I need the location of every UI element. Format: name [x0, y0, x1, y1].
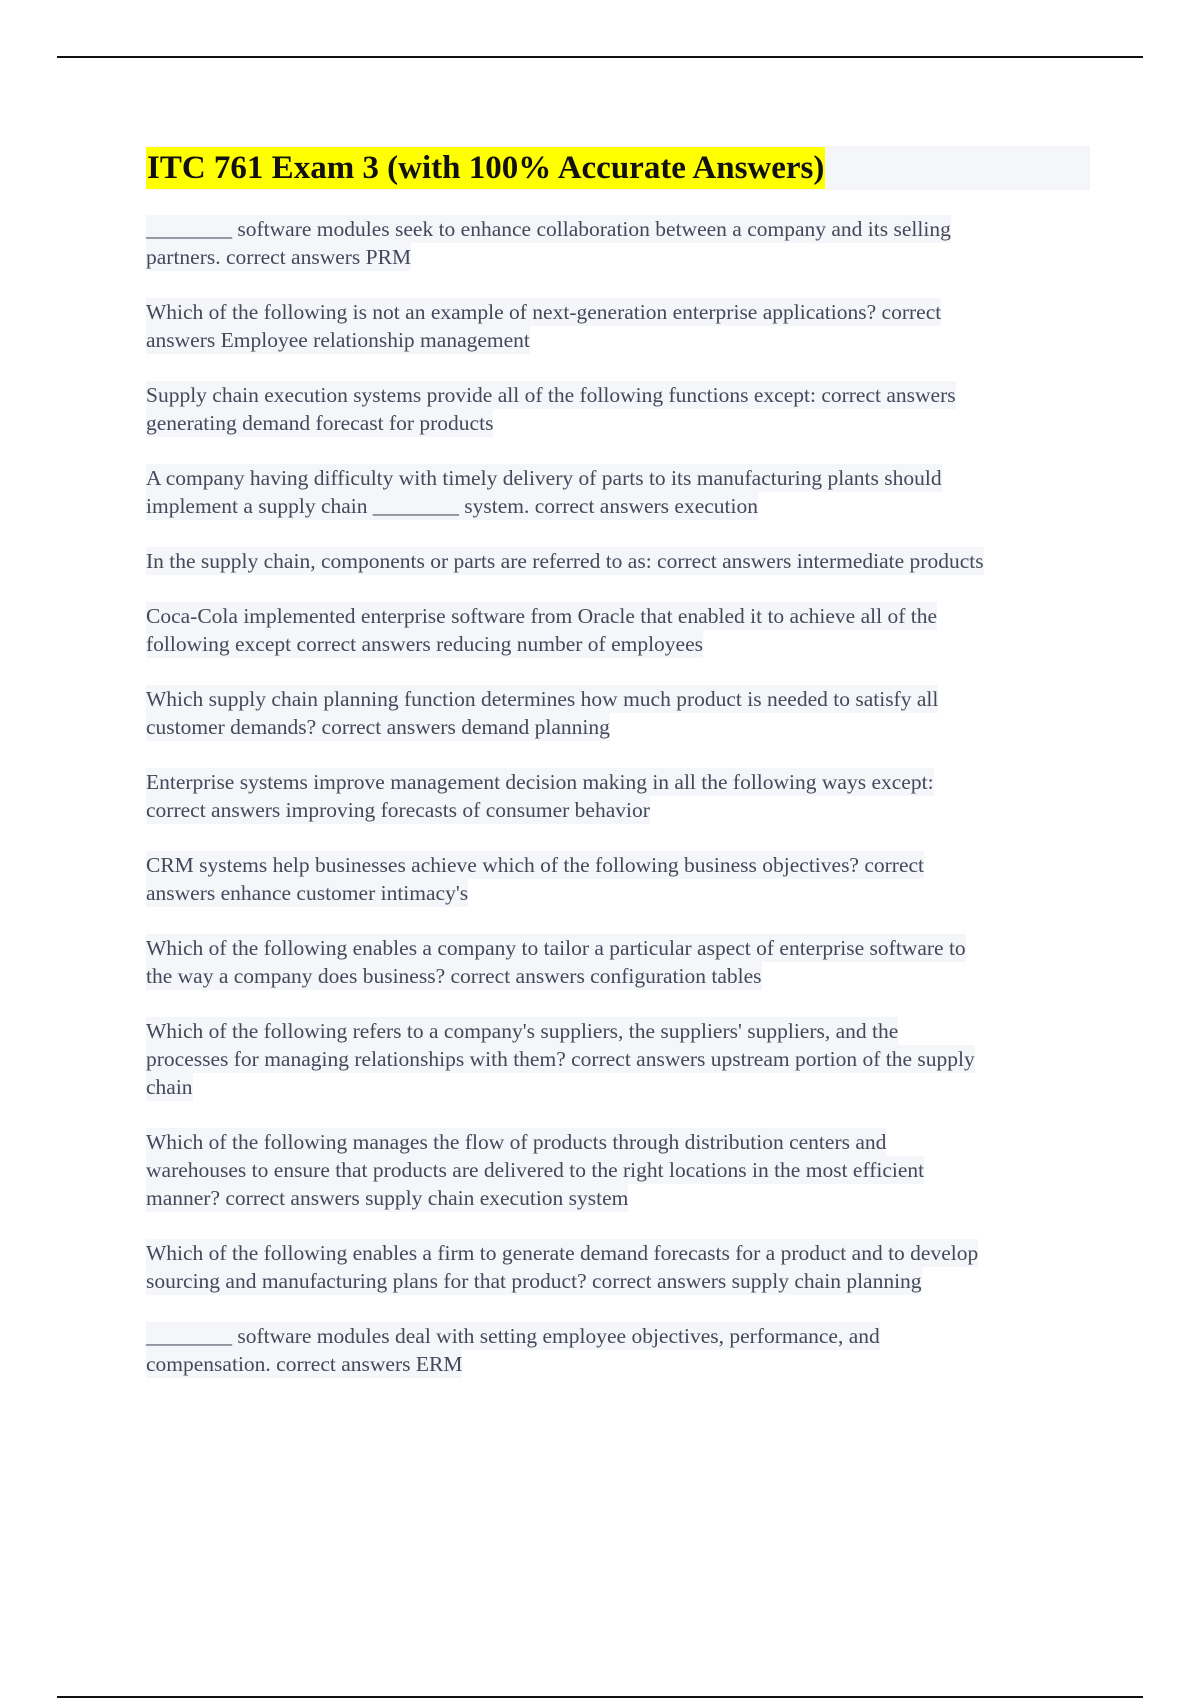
qa-line: A company having difficulty with timely delivery of parts to its manufacturing plants should [146, 466, 942, 490]
qa-line: CRM systems help businesses achieve which of the following business objectives? correct [146, 853, 925, 877]
qa-line: Which of the following enables a company to tailor a particular aspect of enterprise software to [146, 936, 966, 960]
qa-line: implement a supply chain ________ system. correct answers execution [146, 494, 758, 518]
qa-line: Enterprise systems improve management decision making in all the following ways except: [146, 770, 934, 794]
qa-item [146, 851, 1090, 907]
qa-item [146, 298, 1090, 354]
qa-item [146, 1239, 1090, 1295]
qa-line: ________ software modules deal with setting employee objectives, performance, and [146, 1324, 880, 1348]
qa-item [146, 1322, 1090, 1378]
qa-list [146, 215, 1090, 1378]
page-top-rule [57, 56, 1143, 58]
qa-line: Supply chain execution systems provide all of the following functions except: correct answers [146, 383, 956, 407]
qa-line: the way a company does business? correct answers configuration tables [146, 964, 762, 988]
page-bottom-rule [57, 1696, 1143, 1698]
qa-item [146, 381, 1090, 437]
qa-line: following except correct answers reducing number of employees [146, 632, 704, 656]
qa-item [146, 934, 1090, 990]
qa-item [146, 215, 1090, 271]
qa-line: generating demand forecast for products [146, 411, 494, 435]
qa-item [146, 602, 1090, 658]
qa-item [146, 464, 1090, 520]
qa-line: warehouses to ensure that products are delivered to the right locations in the most efficient [146, 1158, 925, 1182]
qa-item [146, 768, 1090, 824]
qa-line: answers enhance customer intimacy's [146, 881, 469, 905]
qa-line: chain [146, 1075, 193, 1099]
qa-line: Which of the following is not an example of next-generation enterprise applications? correct [146, 300, 942, 324]
qa-item [146, 1128, 1090, 1212]
qa-item [146, 1017, 1090, 1101]
qa-line: partners. correct answers PRM [146, 245, 412, 269]
qa-item [146, 685, 1090, 741]
qa-line: manner? correct answers supply chain execution system [146, 1186, 629, 1210]
qa-line: Which of the following enables a firm to generate demand forecasts for a product and to develop [146, 1241, 979, 1265]
qa-line: Which of the following manages the flow of products through distribution centers and [146, 1130, 887, 1154]
qa-line: correct answers improving forecasts of consumer behavior [146, 798, 650, 822]
qa-line: Coca-Cola implemented enterprise software from Oracle that enabled it to achieve all of the [146, 604, 937, 628]
title-bar [146, 146, 1090, 190]
qa-line: answers Employee relationship management [146, 328, 530, 352]
qa-line: ________ software modules seek to enhance collaboration between a company and its selling [146, 217, 951, 241]
qa-line: In the supply chain, components or parts are referred to as: correct answers intermediate products [146, 549, 984, 573]
qa-item [146, 547, 1090, 575]
qa-line: customer demands? correct answers demand planning [146, 715, 610, 739]
document-body [146, 146, 1090, 1405]
qa-line: Which supply chain planning function determines how much product is needed to satisfy all [146, 687, 939, 711]
qa-line: Which of the following refers to a company's suppliers, the suppliers' suppliers, and the [146, 1019, 899, 1043]
qa-line: compensation. correct answers ERM [146, 1352, 463, 1376]
qa-line: processes for managing relationships with them? correct answers upstream portion of the supply [146, 1047, 975, 1071]
qa-line: sourcing and manufacturing plans for that product? correct answers supply chain planning [146, 1269, 922, 1293]
document-title: ITC 761 Exam 3 (with 100% Accurate Answers) [146, 147, 825, 189]
